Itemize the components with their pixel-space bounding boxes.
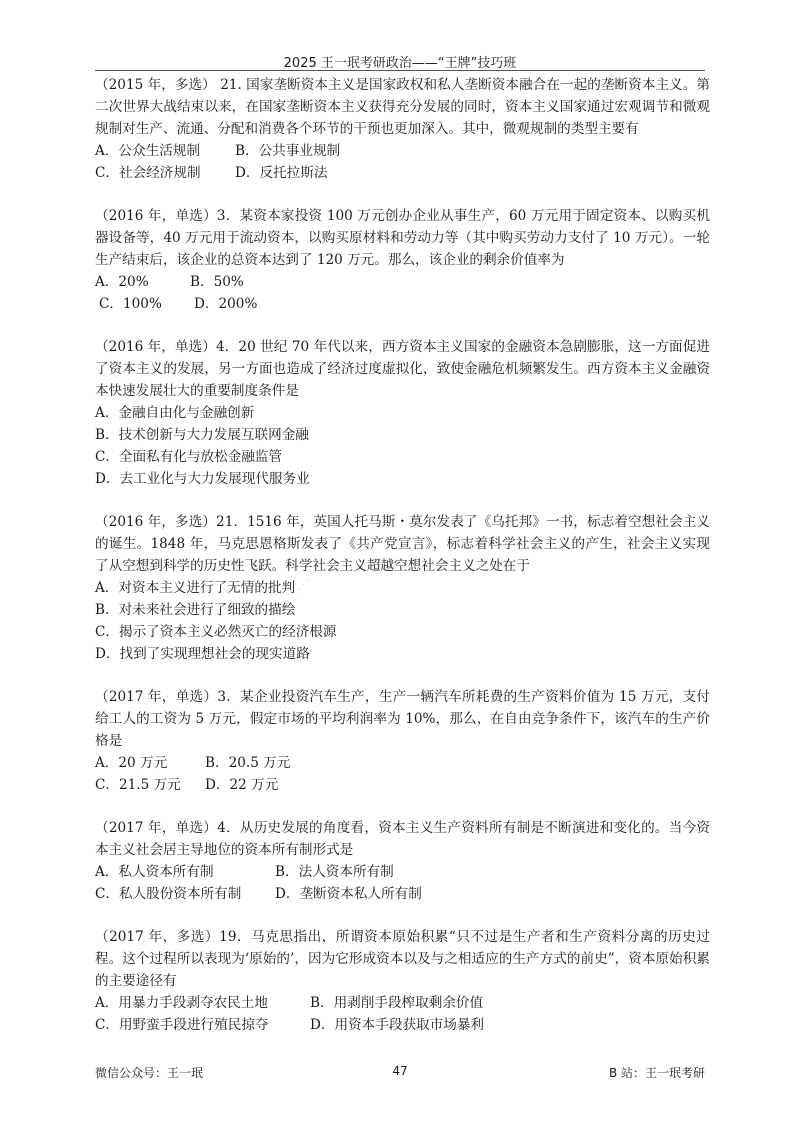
option-text: C．私人股份资本所有制 (95, 886, 242, 902)
options (95, 271, 710, 315)
option-text: C．21.5 万元 (95, 777, 181, 793)
option-row (95, 1014, 710, 1036)
option-row (95, 992, 710, 1014)
option-text: B．法人资本所有制 (275, 864, 394, 880)
option-row (95, 621, 710, 643)
option-text: D．200% (194, 296, 258, 312)
option-text: C．社会经济规制 (95, 165, 201, 181)
question-list (95, 74, 710, 1057)
option-text: B．对未来社会进行了细致的描绘 (95, 602, 296, 618)
option-text: B．50% (190, 274, 244, 290)
option-text: A．金融自由化与金融创新 (95, 405, 255, 421)
page-number: 47 (392, 1064, 408, 1078)
question-stem: （2017 年，单选）4．从历史发展的角度看，资本主义生产资料所有制是不断演进和变化的。当今资本主义社会居主导地位的资本所有制形式是 (95, 820, 710, 858)
option-text: D．垄断资本私人所有制 (275, 886, 422, 902)
question-stem: （2015 年，多选） 21. 国家垄断资本主义是国家政权和私人垄断资本融合在一起的垄断资本主义。第二次世界大战结束以来，在国家垄断资本主义获得充分发展的同时，资本主义国家通过宏观调节和微观规制对生产、流通、分配和消费各个环节的干预也更加深入。其中，微观规制的类型主要有 (95, 77, 710, 137)
option-text: C．用野蛮手段进行殖民掠夺 (95, 1017, 269, 1033)
question-block (95, 336, 710, 490)
watermark: · · · · · · · · · · (270, 576, 313, 625)
option-text: B．公共事业规制 (235, 143, 341, 159)
option-text: D．反托拉斯法 (235, 165, 328, 181)
option-text: A．公众生活规制 (95, 143, 200, 159)
question-stem: （2016 年，单选）4．20 世纪 70 年代以来，西方资本主义国家的金融资本急剧膨胀，这一方面促进了资本主义的发展，另一方面也造成了经济过度虚拟化，致使金融危机频繁发生。西方资本主义金融资本快速发展壮大的重要制度条件是 (95, 339, 710, 399)
header-rule (95, 70, 705, 71)
footer-wechat: 微信公众号：王一珉 (95, 1066, 204, 1080)
option-text: C．100% (99, 296, 162, 312)
option-text: D．去工业化与大力发展现代服务业 (95, 471, 310, 487)
option-text: C．全面私有化与放松金融监管 (95, 449, 283, 465)
option-text: D．用资本手段获取市场暴利 (310, 1017, 485, 1033)
question-block (95, 686, 710, 796)
option-text: B．20.5 万元 (205, 755, 291, 771)
option-text: C．揭示了资本主义必然灭亡的经济根源 (95, 624, 337, 640)
option-text: A．私人资本所有制 (95, 864, 214, 880)
option-row (95, 468, 710, 490)
option-row (95, 140, 710, 162)
option-row (95, 271, 710, 293)
option-row (95, 643, 710, 665)
option-text: A．20 万元 (95, 755, 168, 771)
question-block (95, 926, 710, 1036)
question-block (95, 817, 710, 905)
option-text: A．20% (95, 274, 149, 290)
option-text: A．用暴力手段剥夺农民土地 (95, 995, 268, 1011)
option-text: D．22 万元 (205, 777, 279, 793)
options (95, 402, 710, 490)
option-row (95, 774, 710, 796)
option-row (95, 446, 710, 468)
option-row (95, 577, 710, 599)
options (95, 752, 710, 796)
footer-bilibili: B 站：王一珉考研 (608, 1066, 705, 1080)
header-title: 2025 王一珉考研政治——“王牌”技巧班 (283, 56, 517, 71)
option-row (95, 599, 710, 621)
option-text: B．用剥削手段榨取剩余价值 (310, 995, 484, 1011)
question-stem: （2017 年，多选）19．马克思指出，所谓资本原始积累“只不过是生产者和生产资料分离的历史过程。这个过程所以表现为‘原始的’，因为它形成资本以及与之相适应的生产方式的前史”，资本原始积累的主要途径有 (95, 929, 710, 989)
option-row (95, 402, 710, 424)
option-row (95, 162, 710, 184)
question-block (95, 205, 710, 315)
question-block (95, 511, 710, 665)
question-stem: （2017 年，单选）3．某企业投资汽车生产，生产一辆汽车所耗费的生产资料价值为 15 万元，支付给工人的工资为 5 万元，假定市场的平均利润率为 10%，那么，在自由竞争条件下，该汽车的生产价格是 (95, 689, 710, 749)
question-block (95, 74, 710, 184)
option-text: D．找到了实现理想社会的现实道路 (95, 646, 310, 662)
options (95, 140, 710, 184)
option-row (95, 293, 710, 315)
option-row (95, 752, 710, 774)
option-row (95, 424, 710, 446)
question-stem: （2016 年，多选）21．1516 年，英国人托马斯・莫尔发表了《乌托邦》一书，标志着空想社会主义的诞生。1848 年，马克思恩格斯发表了《共产党宣言》，标志着科学社会主义的产生，社会主义实现了从空想到科学的历史性飞跃。科学社会主义超越空想社会主义之处在于 (95, 514, 710, 574)
question-stem: （2016 年，单选）3．某资本家投资 100 万元创办企业从事生产，60 万元用于固定资本、以购买机器设备等，40 万元用于流动资本，以购买原材料和劳动力等（其中购买劳动力支付了 10 万元）。一轮生产结束后，该企业的总资本达到了 120 万元。那么，该企业的剩余价值率为 (95, 208, 710, 268)
option-row (95, 861, 710, 883)
option-text: A．对资本主义进行了无情的批判 (95, 580, 296, 596)
page-header (0, 52, 800, 71)
options (95, 861, 710, 905)
option-text: B．技术创新与大力发展互联网金融 (95, 427, 309, 443)
options (95, 577, 710, 665)
options (95, 992, 710, 1036)
option-row (95, 883, 710, 905)
